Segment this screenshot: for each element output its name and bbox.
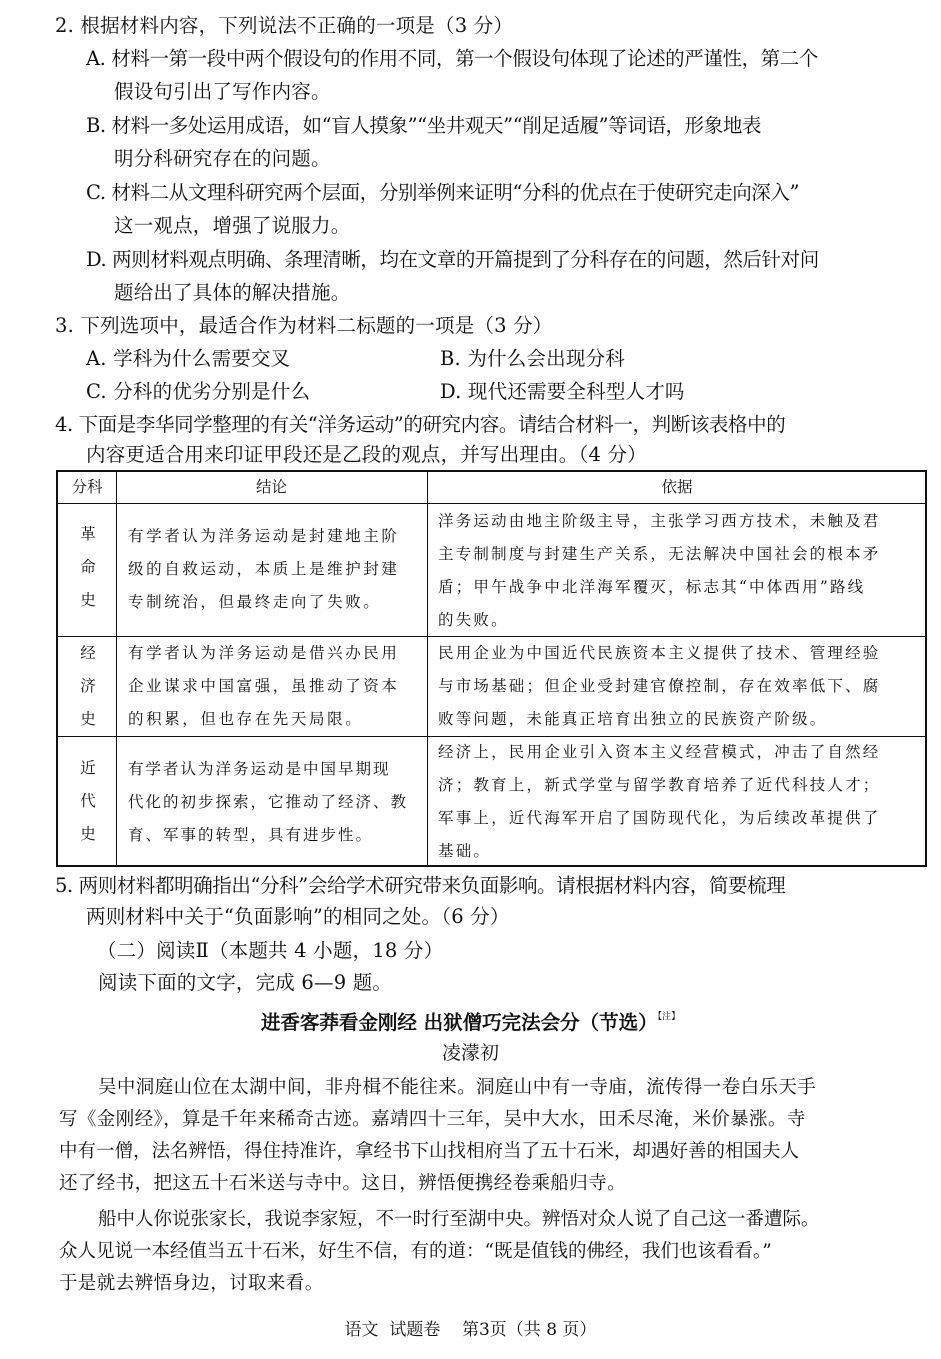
q3-option-a: A. 学科为什么需要交叉 — [86, 347, 291, 370]
q5-stem-line1: 5. 两则材料都明确指出“分科”会给学术研究带来负面影响。请根据材料内容，简要梳理 — [55, 874, 786, 897]
q2-option-c-line1: C. 材料二从文理科研究两个层面，分别举例来证明“分科的优点在于使研究走向深入” — [86, 181, 800, 204]
passage-line: 众人见说一本经值当五十石米，好生不信，有的道：“既是值钱的佛经，我们也该看看。” — [59, 1241, 772, 1262]
cell-line: 盾；甲午战争中北洋海军覆灭，标志其“中体西用”路线 — [438, 578, 866, 596]
subject-char: 近 — [80, 759, 96, 777]
table-divider — [427, 472, 428, 865]
footer-subject: 语文 — [344, 1320, 379, 1340]
subject-char: 史 — [80, 825, 96, 843]
passage-title-text: 进香客莽看金刚经 出狱僧巧完法会分（节选） — [260, 1011, 658, 1034]
q5-stem-line2: 两则材料中关于“负面影响”的相同之处。（6 分） — [86, 905, 510, 928]
q2-option-d-line1: D. 两则材料观点明确、条理清晰，均在文章的开篇提到了分科存在的问题，然后针对问 — [86, 248, 819, 271]
cell-line: 有学者认为洋务运动是中国早期现 — [128, 760, 391, 778]
q3-stem: 3. 下列选项中，最适合作为材料二标题的一项是（3 分） — [55, 314, 553, 337]
passage-author: 凌濛初 — [441, 1042, 499, 1064]
cell-line: 专制统治，但最终走向了失败。 — [128, 593, 382, 611]
subject-char: 代 — [80, 792, 96, 810]
cell-line: 有学者认为洋务运动是借兴办民用 — [128, 644, 400, 662]
cell-line: 民用企业为中国近代民族资本主义提供了技术、管理经验 — [438, 644, 881, 662]
table-row-basis — [438, 637, 881, 736]
table-row-conclusion — [128, 637, 400, 736]
table-header-basis: 依据 — [661, 478, 693, 496]
q2-stem: 2. 根据材料内容，下列说法不正确的一项是（3 分） — [55, 14, 514, 37]
q3-option-d: D. 现代还需要全科型人才吗 — [440, 380, 685, 403]
q3-option-b: B. 为什么会出现分科 — [440, 347, 625, 370]
section-instruction: 阅读下面的文字，完成 6—9 题。 — [98, 971, 393, 994]
passage-line: 船中人你说张家长，我说李家短，不一时行至湖中央。辨悟对众人说了自己这一番遭际。 — [98, 1209, 820, 1230]
q2-option-b-line2: 明分科研究存在的问题。 — [114, 147, 331, 170]
cell-line: 级的自救运动，本质上是维护封建 — [128, 560, 400, 578]
table-header-subject: 分科 — [71, 478, 103, 496]
q4-stem-line2: 内容更适合用来印证甲段还是乙段的观点，并写出理由。（4 分） — [86, 443, 647, 466]
table-row-basis — [438, 505, 881, 637]
footer-page-number: 第3页（共 8 页） — [461, 1320, 597, 1340]
q2-option-a-line1: A. 材料一第一段中两个假设句的作用不同，第一个假设句体现了论述的严谨性，第二个 — [86, 47, 818, 70]
passage-line: 于是就去辨悟身边，讨取来看。 — [59, 1273, 324, 1294]
subject-char: 济 — [80, 677, 96, 695]
cell-line: 有学者认为洋务运动是封建地主阶 — [128, 527, 400, 545]
q2-option-c-line2: 这一观点，增强了说服力。 — [114, 214, 351, 237]
cell-line: 军事上，近代海军开启了国防现代化，为后续改革提供了 — [438, 809, 881, 827]
cell-line: 育、军事的转型，具有进步性。 — [128, 826, 374, 844]
section-heading: （二）阅读Ⅱ（本题共 4 小题，18 分） — [97, 939, 444, 962]
table-row-subject — [58, 752, 118, 851]
subject-char: 命 — [80, 558, 96, 576]
table-row-conclusion — [128, 520, 400, 619]
subject-char: 革 — [80, 525, 96, 543]
passage-line: 中有一僧，法名辨悟，得住持准许，拿经书下山找相府当了五十石米，却遇好善的相国夫人 — [59, 1141, 800, 1162]
page-footer — [0, 1318, 941, 1342]
footer-paper: 试题卷 — [389, 1320, 441, 1340]
passage-line: 还了经书，把这五十石米送与寺中。这日，辨悟便携经卷乘船归寺。 — [59, 1173, 627, 1194]
table-header-conclusion: 结论 — [255, 478, 287, 496]
cell-line: 的失败。 — [438, 611, 509, 629]
cell-line: 与市场基础；但企业受封建官僚控制，存在效率低下、腐 — [438, 677, 881, 695]
cell-line: 的积累，但也存在先天局限。 — [128, 710, 364, 728]
q2-option-d-line2: 题给出了具体的解决措施。 — [114, 281, 351, 304]
note-mark: 【注】 — [657, 1012, 681, 1022]
passage-title — [0, 1004, 941, 1036]
q2-option-b-line1: B. 材料一多处运用成语，如“盲人摸象”“坐井观天”“削足适履”等词语，形象地表 — [86, 114, 762, 137]
table-row-subject — [58, 518, 118, 617]
cell-line: 败等问题，未能真正培育出独立的民族资产阶级。 — [438, 710, 828, 728]
q3-option-c: C. 分科的优劣分别是什么 — [86, 380, 311, 403]
cell-line: 代化的初步探索，它推动了经济、教 — [128, 793, 409, 811]
cell-line: 洋务运动由地主阶级主导，主张学习西方技术，未触及君 — [438, 512, 881, 530]
subject-char: 史 — [80, 591, 96, 609]
table-row-subject — [58, 637, 118, 736]
cell-line: 基础。 — [438, 842, 492, 860]
subject-char: 史 — [80, 710, 96, 728]
passage-line: 写《金刚经》，算是千年来稀奇古迹。嘉靖四十三年，吴中大水，田禾尽淹，米价暴涨。寺 — [59, 1109, 806, 1130]
subject-char: 经 — [80, 644, 96, 662]
research-table — [56, 470, 927, 867]
table-row-basis — [438, 736, 881, 868]
q2-option-a-line2: 假设句引出了写作内容。 — [114, 80, 331, 103]
cell-line: 济；教育上，新式学堂与留学教育培养了近代科技人才； — [438, 776, 881, 794]
table-row-conclusion — [128, 753, 408, 852]
cell-line: 主专制制度与封建生产关系，无法解决中国社会的根本矛 — [438, 545, 881, 563]
cell-line: 企业谋求中国富强，虽推动了资本 — [128, 677, 400, 695]
passage-line: 吴中洞庭山位在太湖中间，非舟楫不能往来。洞庭山中有一寺庙，流传得一卷白乐天手 — [98, 1077, 817, 1098]
q4-stem-line1: 4. 下面是李华同学整理的有关“洋务运动”的研究内容。请结合材料一，判断该表格中的 — [55, 413, 786, 436]
cell-line: 经济上，民用企业引入资本主义经营模式，冲击了自然经 — [438, 743, 881, 761]
